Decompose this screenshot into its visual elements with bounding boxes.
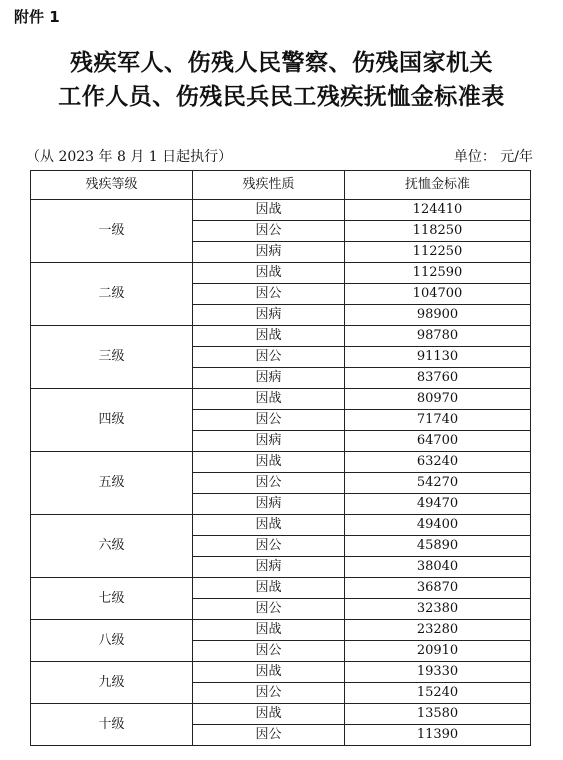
disability-level-cell: 一级 [31,200,193,263]
table-row [31,452,531,473]
document-title-line-1: 残疾军人、伤残人民警察、伤残国家机关 [70,49,493,76]
disability-nature-cell: 因战 [193,620,345,641]
disability-nature-cell: 因战 [193,263,345,284]
pension-amount-cell: 45890 [345,536,531,557]
table-row [31,389,531,410]
disability-nature-cell: 因病 [193,494,345,515]
pension-amount-cell: 11390 [345,725,531,746]
attachment-label: 附件 1 [14,8,60,26]
disability-nature-cell: 因公 [193,641,345,662]
pension-amount-cell: 71740 [345,410,531,431]
pension-amount-cell: 91130 [345,347,531,368]
pension-standard-table [30,170,531,746]
disability-nature-cell: 因战 [193,326,345,347]
disability-nature-cell: 因公 [193,221,345,242]
pension-amount-cell: 54270 [345,473,531,494]
disability-nature-cell: 因战 [193,578,345,599]
pension-amount-cell: 49470 [345,494,531,515]
pension-amount-cell: 63240 [345,452,531,473]
header-pension-standard: 抚恤金标准 [345,171,531,200]
disability-nature-cell: 因公 [193,683,345,704]
pension-amount-cell: 124410 [345,200,531,221]
table-row [31,200,531,221]
pension-amount-cell: 49400 [345,515,531,536]
disability-nature-cell: 因病 [193,431,345,452]
pension-amount-cell: 20910 [345,641,531,662]
disability-nature-cell: 因公 [193,725,345,746]
effective-date-note: （从 2023 年 8 月 1 日起执行） [26,149,233,165]
disability-level-cell: 八级 [31,620,193,662]
disability-nature-cell: 因公 [193,284,345,305]
table-row [31,578,531,599]
pension-amount-cell: 36870 [345,578,531,599]
header-disability-nature: 残疾性质 [193,171,345,200]
disability-nature-cell: 因公 [193,347,345,368]
disability-nature-cell: 因公 [193,599,345,620]
pension-amount-cell: 19330 [345,662,531,683]
pension-amount-cell: 112250 [345,242,531,263]
disability-nature-cell: 因战 [193,452,345,473]
table-header-row [31,171,531,200]
unit-note: 单位： 元/年 [453,149,533,165]
pension-amount-cell: 83760 [345,368,531,389]
disability-level-cell: 二级 [31,263,193,326]
table-row [31,662,531,683]
pension-amount-cell: 64700 [345,431,531,452]
table-body [31,200,531,746]
table-row [31,263,531,284]
disability-nature-cell: 因战 [193,515,345,536]
disability-nature-cell: 因病 [193,242,345,263]
disability-nature-cell: 因战 [193,662,345,683]
disability-level-cell: 四级 [31,389,193,452]
pension-amount-cell: 80970 [345,389,531,410]
pension-amount-cell: 104700 [345,284,531,305]
disability-level-cell: 三级 [31,326,193,389]
disability-level-cell: 七级 [31,578,193,620]
disability-nature-cell: 因公 [193,473,345,494]
disability-nature-cell: 因战 [193,704,345,725]
disability-nature-cell: 因公 [193,536,345,557]
pension-amount-cell: 13580 [345,704,531,725]
table-row [31,704,531,725]
table-row [31,515,531,536]
disability-level-cell: 十级 [31,704,193,746]
pension-amount-cell: 118250 [345,221,531,242]
table-row [31,326,531,347]
pension-amount-cell: 112590 [345,263,531,284]
disability-level-cell: 五级 [31,452,193,515]
pension-amount-cell: 32380 [345,599,531,620]
document-title-line-2: 工作人员、伤残民兵民工残疾抚恤金标准表 [58,83,505,110]
pension-amount-cell: 98900 [345,305,531,326]
header-disability-level: 残疾等级 [31,171,193,200]
table-row [31,620,531,641]
disability-nature-cell: 因战 [193,200,345,221]
disability-nature-cell: 因战 [193,389,345,410]
disability-level-cell: 九级 [31,662,193,704]
disability-nature-cell: 因病 [193,305,345,326]
pension-amount-cell: 38040 [345,557,531,578]
pension-amount-cell: 23280 [345,620,531,641]
pension-amount-cell: 98780 [345,326,531,347]
disability-nature-cell: 因公 [193,410,345,431]
disability-nature-cell: 因病 [193,557,345,578]
disability-level-cell: 六级 [31,515,193,578]
pension-amount-cell: 15240 [345,683,531,704]
disability-nature-cell: 因病 [193,368,345,389]
